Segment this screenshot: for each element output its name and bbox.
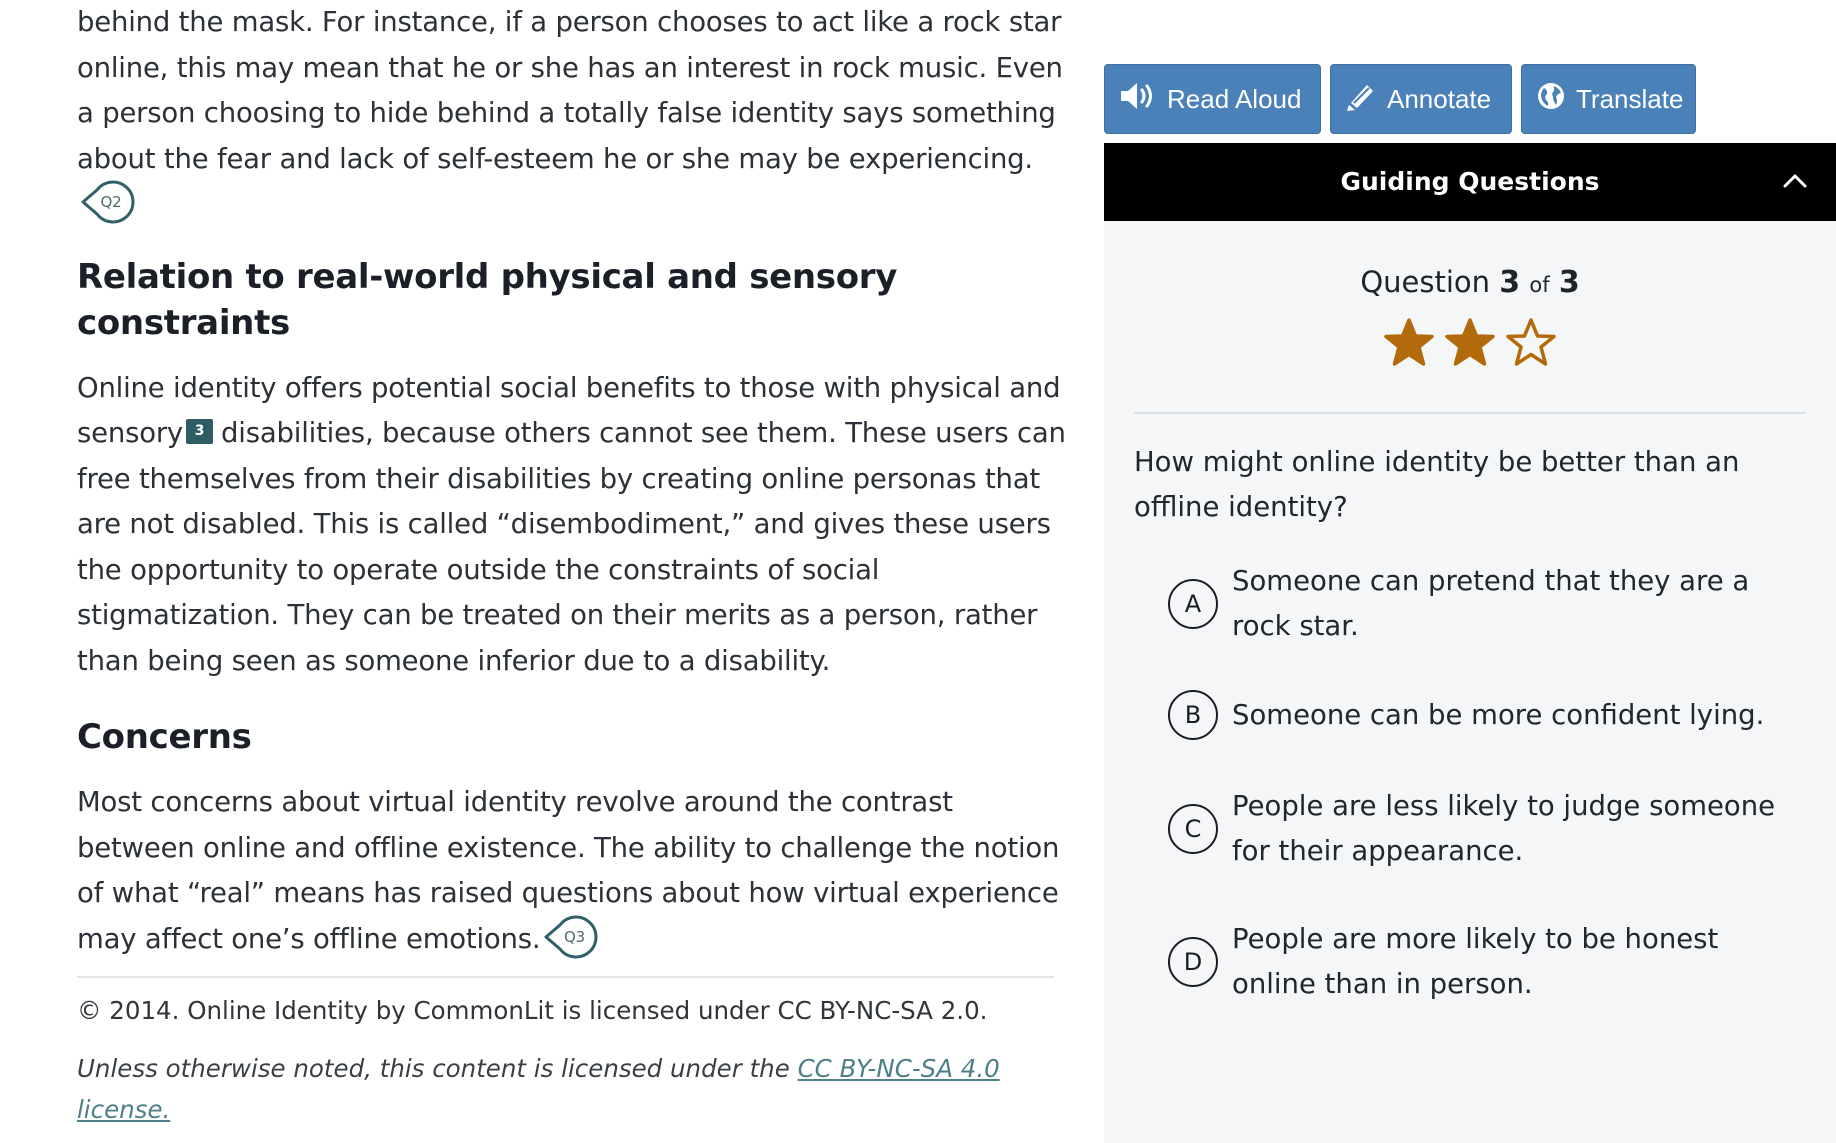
question-marker-q3[interactable]: [552, 915, 596, 959]
copyright-notice: © 2014. Online Identity by CommonLit is licensed under CC BY-NC-SA 2.0.: [77, 996, 988, 1025]
answer-choice-d[interactable]: [1168, 917, 1808, 1007]
question-marker-q2[interactable]: [89, 180, 133, 224]
paragraph-online-identity: [77, 366, 1067, 685]
answer-choice-d-text: People are more likely to be honest online than in person.: [1232, 923, 1719, 1000]
chevron-up-icon[interactable]: [1782, 170, 1808, 194]
paragraph-online-text-before: Online identity offers potential social benefits to those with physical and sensory: [77, 371, 1061, 449]
guiding-questions-title: Guiding Questions: [1340, 167, 1600, 196]
article-text: [77, 0, 1067, 1130]
question-marker-q3-label: Q3: [563, 927, 585, 946]
section-heading-concerns: Concerns: [77, 717, 252, 757]
read-aloud-button[interactable]: [1104, 64, 1321, 134]
vocabulary-footnote-badge[interactable]: 3: [186, 419, 213, 444]
star-empty-icon: [1504, 317, 1559, 373]
answer-choice-b-letter[interactable]: B: [1168, 690, 1218, 740]
question-counter-word: Question: [1360, 265, 1491, 299]
read-aloud-label: Read Aloud: [1167, 83, 1302, 114]
answer-choice-c-letter[interactable]: C: [1168, 804, 1218, 854]
guiding-questions-panel: [1104, 221, 1836, 1143]
speaker-icon: [1119, 81, 1157, 118]
question-prompt: How might online identity be better than an offline identity?: [1134, 446, 1740, 523]
answer-choice-a-text: Someone can pretend that they are a rock star.: [1232, 565, 1750, 642]
question-marker-q2-label: Q2: [100, 193, 122, 211]
annotate-label: Annotate: [1387, 83, 1492, 114]
paragraph-online-text-after: disabilities, because others cannot see them. These users can free themselves from their disabilities by creating online personas that are not disabled. This is called “disembodiment,” and gives these users the opportunity to operate outside the constraints of social stigmatization. They can be treated on their merits as a person, rather than being seen as someone inferior due to a disability.: [77, 417, 1066, 677]
license-notice: [77, 1048, 1007, 1130]
article-divider: [77, 976, 1054, 978]
pencil-icon: [1345, 81, 1377, 118]
translate-button[interactable]: [1521, 64, 1696, 134]
answer-choice-c-text: People are less likely to judge someone for their appearance.: [1232, 790, 1776, 867]
answer-choice-a-letter[interactable]: A: [1168, 579, 1218, 629]
section-heading-relation: Relation to real-world physical and sensory constraints: [77, 256, 898, 343]
answer-choice-b[interactable]: [1168, 690, 1808, 740]
question-counter-current: 3: [1499, 265, 1521, 300]
paragraph-intro-text: behind the mask. For instance, if a person chooses to act like a rock star online, this may mean that he or she has an interest in rock music. Even a person choosing to hide behind a totally false identity says something about the fear and lack of self-esteem he or she may be experiencing.: [77, 6, 1063, 175]
reader-toolbar: [1104, 64, 1696, 134]
paragraph-concerns-text: Most concerns about virtual identity revolve around the contrast between online and offline existence. The ability to challenge the notion of what “real” means has raised questions about how virtual experience may affect one’s offline emotions.: [77, 786, 1060, 955]
globe-icon: [1536, 81, 1566, 118]
guiding-questions-header[interactable]: [1104, 143, 1836, 221]
license-prefix: Unless otherwise noted, this content is licensed under the: [77, 1054, 790, 1083]
answer-choice-a[interactable]: [1168, 559, 1808, 649]
annotate-button[interactable]: [1330, 64, 1512, 134]
question-progress-stars: [1104, 317, 1836, 373]
star-filled-icon: [1443, 317, 1498, 373]
question-counter: [1104, 265, 1836, 300]
question-divider: [1134, 412, 1806, 414]
translate-label: Translate: [1576, 83, 1684, 114]
answer-choice-b-text: Someone can be more confident lying.: [1232, 698, 1765, 731]
license-link[interactable]: CC BY-NC-SA 4.0 license.: [77, 1054, 1000, 1124]
question-counter-total: 3: [1558, 265, 1580, 300]
answer-choice-c[interactable]: [1168, 784, 1808, 874]
paragraph-concerns: [77, 780, 1067, 962]
paragraph-intro: [77, 0, 1067, 228]
question-counter-of: of: [1529, 273, 1550, 297]
star-filled-icon: [1382, 317, 1437, 373]
answer-choice-d-letter[interactable]: D: [1168, 937, 1218, 987]
